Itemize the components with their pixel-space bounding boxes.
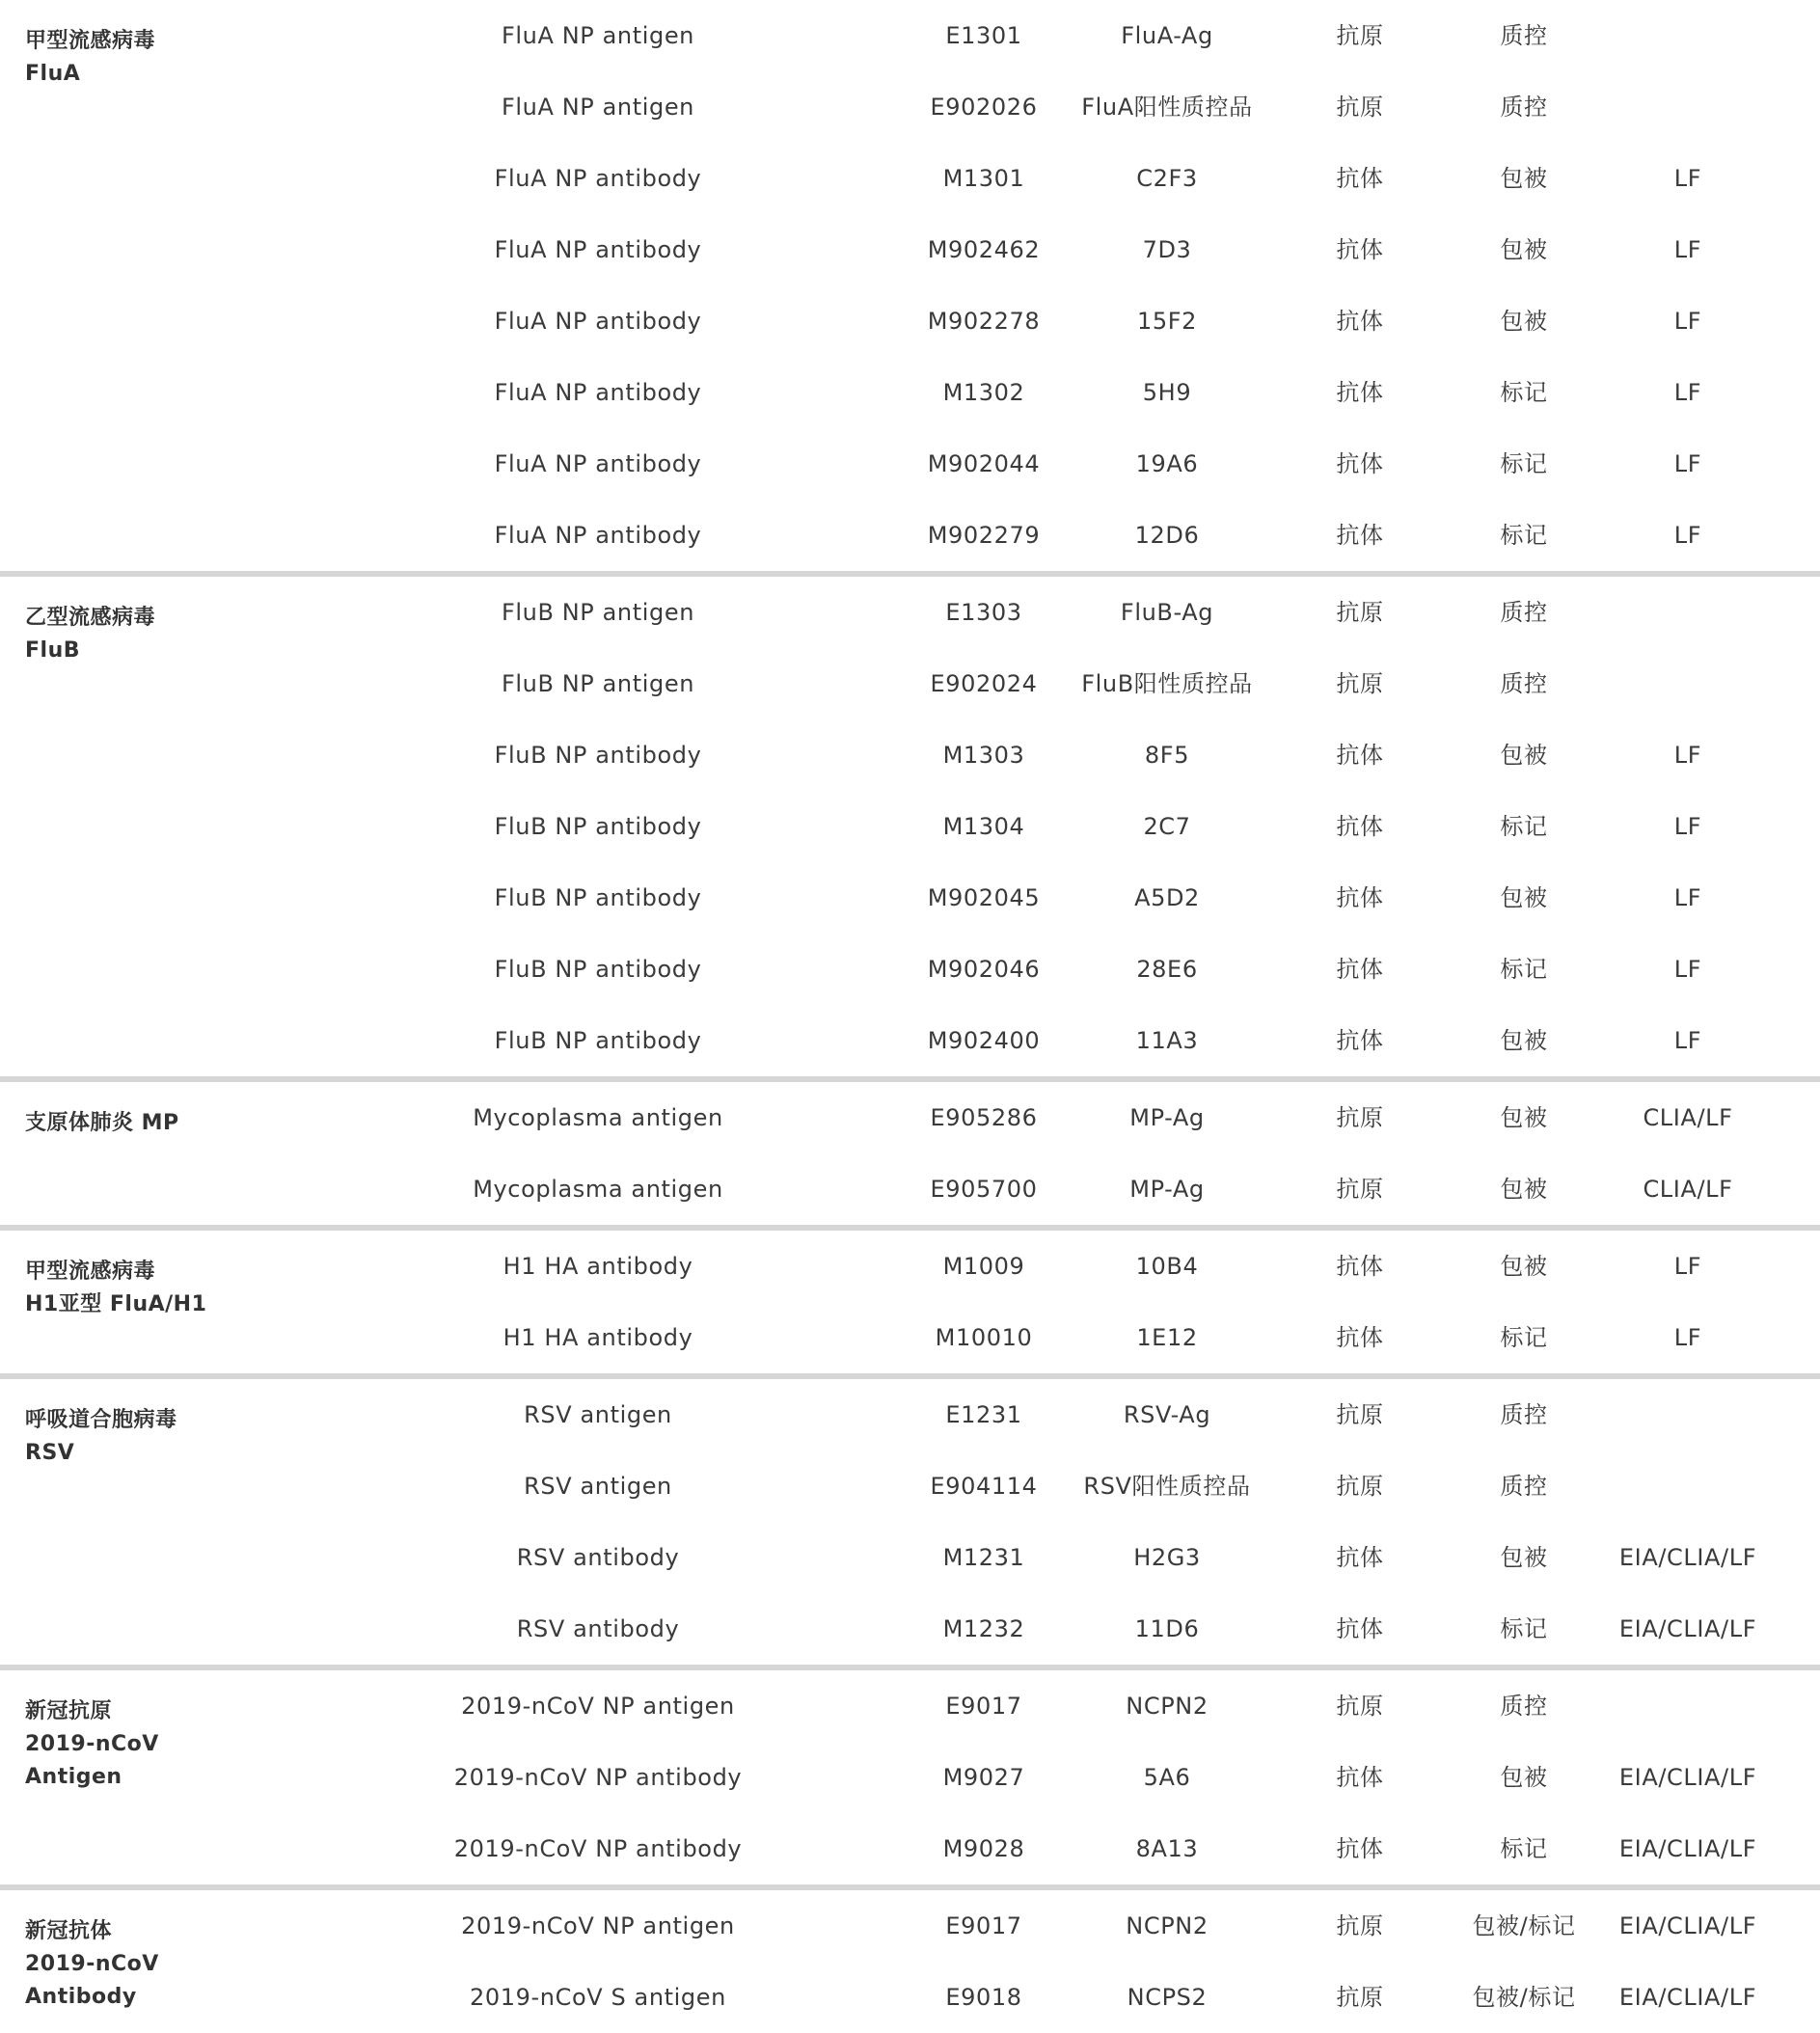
- catalog-number-cell: M1009: [942, 1253, 1025, 1280]
- application-cell: 质控: [1500, 22, 1548, 49]
- table-row: [0, 1813, 1820, 1884]
- type-cell: 抗原: [1336, 22, 1384, 49]
- group-title-line: H1亚型 FluA/H1: [25, 1292, 207, 1316]
- clone-cell: 11A3: [1135, 1027, 1199, 1054]
- application-cell: 质控: [1500, 670, 1548, 697]
- table-row: [0, 428, 1820, 500]
- product-name-cell: RSV antigen: [524, 1401, 672, 1428]
- platform-cell: LF: [1673, 742, 1702, 769]
- product-name-cell: FluA NP antigen: [502, 94, 694, 121]
- application-cell: 质控: [1500, 94, 1548, 121]
- table-row: [0, 1742, 1820, 1813]
- application-cell: 标记: [1500, 1324, 1548, 1351]
- platform-cell: [1601, 1670, 1775, 1742]
- product-name-cell: FluA NP antibody: [494, 450, 702, 477]
- table-row: [0, 143, 1820, 214]
- application-cell: 标记: [1500, 813, 1548, 840]
- table-row: [0, 577, 1820, 648]
- application-cell: 标记: [1500, 1615, 1548, 1642]
- group-title-line: Antibody: [25, 1985, 137, 2009]
- catalog-number-cell: M902045: [927, 884, 1041, 911]
- clone-cell: FluA-Ag: [1121, 22, 1213, 49]
- application-cell: 标记: [1500, 1835, 1548, 1862]
- table-row: [0, 862, 1820, 934]
- clone-cell: MP-Ag: [1129, 1104, 1205, 1131]
- type-cell: 抗体: [1336, 1324, 1384, 1351]
- application-cell: 标记: [1500, 522, 1548, 549]
- application-cell: 包被/标记: [1472, 1984, 1576, 2011]
- type-cell: 抗体: [1336, 165, 1384, 192]
- platform-cell: [1601, 71, 1775, 143]
- clone-cell: 19A6: [1135, 450, 1199, 477]
- application-cell: 包被/标记: [1472, 1912, 1576, 1939]
- group-title-line: 呼吸道合胞病毒: [25, 1408, 177, 1432]
- application-cell: 包被: [1500, 308, 1548, 335]
- type-cell: 抗体: [1336, 742, 1384, 769]
- catalog-number-cell: E9017: [945, 1912, 1022, 1939]
- clone-cell: 7D3: [1142, 236, 1192, 263]
- catalog-number-cell: M902462: [927, 236, 1041, 263]
- type-cell: 抗体: [1336, 236, 1384, 263]
- type-cell: 抗体: [1336, 1764, 1384, 1791]
- type-cell: 抗体: [1336, 813, 1384, 840]
- clone-cell: NCPN2: [1126, 1912, 1209, 1939]
- application-cell: 包被: [1500, 884, 1548, 911]
- table-row: [0, 1082, 1820, 1153]
- catalog-number-cell: E902024: [930, 670, 1038, 697]
- platform-cell: LF: [1673, 813, 1702, 840]
- table-row: [0, 719, 1820, 791]
- clone-cell: 8F5: [1144, 742, 1190, 769]
- product-name-cell: 2019-nCoV S antigen: [470, 1984, 726, 2011]
- table-row: [0, 1450, 1820, 1522]
- catalog-number-cell: M1231: [942, 1544, 1025, 1571]
- group-title-line: 2019-nCoV: [25, 1952, 159, 1976]
- type-cell: 抗原: [1336, 1401, 1384, 1428]
- table-row: [0, 71, 1820, 143]
- table-row: [0, 1522, 1820, 1593]
- catalog-number-cell: E904114: [930, 1473, 1038, 1500]
- table-row: [0, 357, 1820, 428]
- platform-cell: LF: [1673, 522, 1702, 549]
- application-cell: 标记: [1500, 956, 1548, 983]
- group-title-line: 新冠抗体: [25, 1919, 113, 1943]
- catalog-number-cell: M1301: [942, 165, 1025, 192]
- product-group: [0, 1231, 1820, 1373]
- clone-cell: A5D2: [1134, 884, 1200, 911]
- application-cell: 包被: [1500, 1104, 1548, 1131]
- type-cell: 抗原: [1336, 1912, 1384, 1939]
- platform-cell: LF: [1673, 1027, 1702, 1054]
- catalog-number-cell: M902400: [927, 1027, 1041, 1054]
- type-cell: 抗原: [1336, 1104, 1384, 1131]
- catalog-number-cell: E1231: [945, 1401, 1022, 1428]
- platform-cell: EIA/CLIA/LF: [1618, 1835, 1757, 1862]
- catalog-number-cell: M1304: [942, 813, 1025, 840]
- product-name-cell: Mycoplasma antigen: [473, 1176, 723, 1203]
- type-cell: 抗体: [1336, 379, 1384, 406]
- type-cell: 抗体: [1336, 308, 1384, 335]
- product-name-cell: FluB NP antibody: [494, 884, 702, 911]
- catalog-number-cell: M902044: [927, 450, 1041, 477]
- type-cell: 抗原: [1336, 94, 1384, 121]
- application-cell: 包被: [1500, 236, 1548, 263]
- catalog-number-cell: E905700: [930, 1176, 1038, 1203]
- platform-cell: LF: [1673, 308, 1702, 335]
- table-row: [0, 791, 1820, 862]
- clone-cell: NCPS2: [1127, 1984, 1208, 2011]
- product-name-cell: 2019-nCoV NP antibody: [453, 1764, 743, 1791]
- type-cell: 抗体: [1336, 522, 1384, 549]
- clone-cell: RSV阳性质控品: [1083, 1473, 1251, 1500]
- catalog-number-cell: E902026: [930, 94, 1038, 121]
- application-cell: 包被: [1500, 1176, 1548, 1203]
- product-name-cell: H1 HA antibody: [503, 1253, 693, 1280]
- application-cell: 包被: [1500, 165, 1548, 192]
- product-name-cell: RSV antibody: [516, 1615, 680, 1642]
- catalog-number-cell: M902279: [927, 522, 1041, 549]
- platform-cell: LF: [1673, 956, 1702, 983]
- clone-cell: C2F3: [1136, 165, 1198, 192]
- platform-cell: [1601, 648, 1775, 719]
- type-cell: 抗体: [1336, 1253, 1384, 1280]
- type-cell: 抗体: [1336, 1027, 1384, 1054]
- clone-cell: 5A6: [1143, 1764, 1191, 1791]
- platform-cell: EIA/CLIA/LF: [1618, 1544, 1757, 1571]
- platform-cell: EIA/CLIA/LF: [1618, 1615, 1757, 1642]
- product-name-cell: FluB NP antibody: [494, 1027, 702, 1054]
- platform-cell: LF: [1673, 165, 1702, 192]
- product-name-cell: RSV antigen: [524, 1473, 672, 1500]
- catalog-number-cell: M1232: [942, 1615, 1025, 1642]
- product-name-cell: FluB NP antigen: [501, 670, 695, 697]
- application-cell: 包被: [1500, 1764, 1548, 1791]
- clone-cell: 8A13: [1135, 1835, 1199, 1862]
- catalog-number-cell: M9027: [942, 1764, 1025, 1791]
- application-cell: 质控: [1500, 1401, 1548, 1428]
- catalog-number-cell: M1303: [942, 742, 1025, 769]
- product-name-cell: FluA NP antigen: [502, 22, 694, 49]
- clone-cell: 11D6: [1134, 1615, 1200, 1642]
- table-row: [0, 500, 1820, 571]
- platform-cell: LF: [1673, 379, 1702, 406]
- clone-cell: H2G3: [1133, 1544, 1201, 1571]
- product-name-cell: FluA NP antibody: [494, 165, 702, 192]
- group-title-line: RSV: [25, 1441, 75, 1465]
- type-cell: 抗体: [1336, 956, 1384, 983]
- application-cell: 标记: [1500, 450, 1548, 477]
- catalog-number-cell: M10010: [935, 1324, 1033, 1351]
- type-cell: 抗体: [1336, 884, 1384, 911]
- product-name-cell: FluA NP antibody: [494, 379, 702, 406]
- product-name-cell: RSV antibody: [516, 1544, 680, 1571]
- application-cell: 质控: [1500, 1693, 1548, 1720]
- group-title-line: FluB: [25, 638, 80, 663]
- product-name-cell: FluB NP antibody: [494, 813, 702, 840]
- product-name-cell: 2019-nCoV NP antigen: [461, 1693, 735, 1720]
- clone-cell: RSV-Ag: [1123, 1401, 1211, 1428]
- platform-cell: LF: [1673, 236, 1702, 263]
- platform-cell: EIA/CLIA/LF: [1618, 1984, 1757, 2011]
- platform-cell: LF: [1673, 1253, 1702, 1280]
- table-row: [0, 648, 1820, 719]
- application-cell: 包被: [1500, 1253, 1548, 1280]
- clone-cell: 5H9: [1142, 379, 1192, 406]
- table-row: [0, 1302, 1820, 1373]
- catalog-number-cell: E9018: [945, 1984, 1022, 2011]
- platform-cell: [1601, 1450, 1775, 1522]
- table-row: [0, 0, 1820, 71]
- product-name-cell: FluB NP antibody: [494, 742, 702, 769]
- catalog-number-cell: M902046: [927, 956, 1041, 983]
- type-cell: 抗体: [1336, 1544, 1384, 1571]
- group-title-line: 乙型流感病毒: [25, 606, 156, 630]
- type-cell: 抗原: [1336, 1984, 1384, 2011]
- group-title-line: 支原体肺炎 MP: [25, 1111, 179, 1135]
- product-name-cell: FluA NP antibody: [494, 236, 702, 263]
- catalog-number-cell: M902278: [927, 308, 1041, 335]
- clone-cell: 12D6: [1134, 522, 1200, 549]
- type-cell: 抗原: [1336, 670, 1384, 697]
- type-cell: 抗原: [1336, 1176, 1384, 1203]
- application-cell: 质控: [1500, 1473, 1548, 1500]
- type-cell: 抗原: [1336, 1693, 1384, 1720]
- table-row: [0, 1379, 1820, 1450]
- product-group: [0, 1379, 1820, 1665]
- table-row: [0, 1153, 1820, 1225]
- application-cell: 标记: [1500, 379, 1548, 406]
- platform-cell: CLIA/LF: [1643, 1104, 1733, 1131]
- clone-cell: NCPN2: [1126, 1693, 1209, 1720]
- table-row: [0, 1593, 1820, 1665]
- table-row: [0, 1890, 1820, 1962]
- platform-cell: LF: [1673, 884, 1702, 911]
- product-group: [0, 1890, 1820, 2033]
- product-name-cell: 2019-nCoV NP antigen: [461, 1912, 735, 1939]
- catalog-number-cell: M9028: [942, 1835, 1025, 1862]
- type-cell: 抗体: [1336, 1615, 1384, 1642]
- catalog-number-cell: E905286: [930, 1104, 1038, 1131]
- product-group: [0, 1082, 1820, 1225]
- platform-cell: [1601, 1379, 1775, 1450]
- group-title-line: 甲型流感病毒: [25, 29, 156, 53]
- platform-cell: CLIA/LF: [1643, 1176, 1733, 1203]
- clone-cell: 15F2: [1136, 308, 1197, 335]
- platform-cell: [1601, 0, 1775, 71]
- product-group: [0, 577, 1820, 1076]
- product-name-cell: 2019-nCoV NP antibody: [453, 1835, 743, 1862]
- table-row: [0, 1231, 1820, 1302]
- catalog-number-cell: E1303: [945, 599, 1022, 626]
- clone-cell: MP-Ag: [1129, 1176, 1205, 1203]
- product-group: [0, 0, 1820, 571]
- product-name-cell: FluA NP antibody: [494, 522, 702, 549]
- catalog-number-cell: E9017: [945, 1693, 1022, 1720]
- table-row: [0, 285, 1820, 357]
- clone-cell: 1E12: [1136, 1324, 1198, 1351]
- catalog-number-cell: M1302: [942, 379, 1025, 406]
- product-name-cell: H1 HA antibody: [503, 1324, 693, 1351]
- clone-cell: 2C7: [1143, 813, 1191, 840]
- type-cell: 抗体: [1336, 1835, 1384, 1862]
- type-cell: 抗原: [1336, 599, 1384, 626]
- table-row: [0, 1670, 1820, 1742]
- group-title-line: FluA: [25, 62, 81, 86]
- application-cell: 包被: [1500, 742, 1548, 769]
- product-group: [0, 1670, 1820, 1884]
- group-title-line: Antigen: [25, 1765, 122, 1789]
- group-title-line: 2019-nCoV: [25, 1732, 159, 1756]
- application-cell: 包被: [1500, 1544, 1548, 1571]
- platform-cell: EIA/CLIA/LF: [1618, 1912, 1757, 1939]
- platform-cell: EIA/CLIA/LF: [1618, 1764, 1757, 1791]
- type-cell: 抗原: [1336, 1473, 1384, 1500]
- application-cell: 质控: [1500, 599, 1548, 626]
- table-row: [0, 1005, 1820, 1076]
- clone-cell: FluB阳性质控品: [1081, 670, 1253, 697]
- clone-cell: FluA阳性质控品: [1081, 94, 1253, 121]
- application-cell: 包被: [1500, 1027, 1548, 1054]
- type-cell: 抗体: [1336, 450, 1384, 477]
- group-title-line: 甲型流感病毒: [25, 1260, 156, 1284]
- product-name-cell: FluB NP antigen: [501, 599, 695, 626]
- table-row: [0, 214, 1820, 285]
- table-row: [0, 1962, 1820, 2033]
- clone-cell: FluB-Ag: [1120, 599, 1214, 626]
- catalog-number-cell: E1301: [945, 22, 1022, 49]
- product-name-cell: Mycoplasma antigen: [473, 1104, 723, 1131]
- clone-cell: 10B4: [1135, 1253, 1199, 1280]
- product-name-cell: FluB NP antibody: [494, 956, 702, 983]
- clone-cell: 28E6: [1136, 956, 1198, 983]
- platform-cell: LF: [1673, 1324, 1702, 1351]
- product-name-cell: FluA NP antibody: [494, 308, 702, 335]
- platform-cell: LF: [1673, 450, 1702, 477]
- platform-cell: [1601, 577, 1775, 648]
- group-title-line: 新冠抗原: [25, 1699, 113, 1723]
- table-row: [0, 934, 1820, 1005]
